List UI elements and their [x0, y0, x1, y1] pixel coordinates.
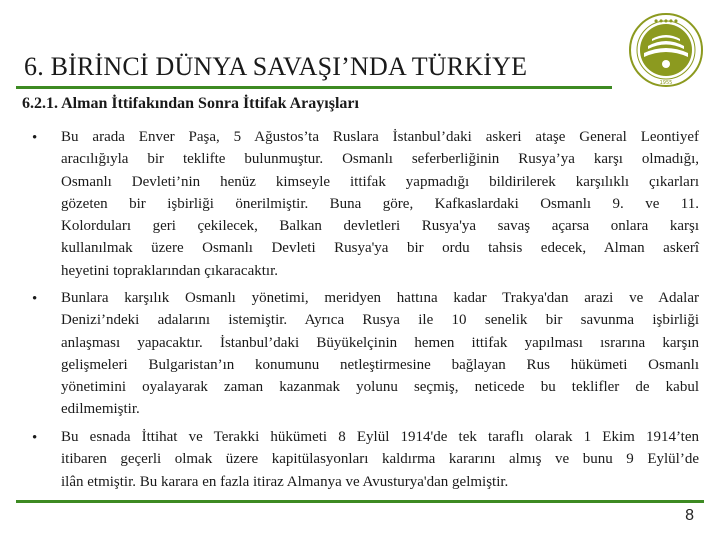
paragraph-line: edilmemiştir.	[61, 401, 140, 418]
title-underline	[16, 86, 612, 89]
paragraph-line: Bu esnada İttihat ve Terakki hükümeti 8 Eylül 1914'de tek taraflı olarak 1 Ekim 1914’ten	[61, 429, 699, 445]
paragraph-line: itibaren geçerli olmak üzere kapitülasyonları kaldırma kararını almış ve bunu 9 Eylül’de	[61, 451, 699, 468]
paragraph-line: Kolorduları geri çekilecek, Balkan devletleri Rusya'ya savaş açarsa onlara karşı	[61, 218, 699, 235]
paragraph-line: aracılığıyla bir teklifte bulunmuştur. Osmanlı seferberliğinin Rusya’ya karşı olmadığı,	[61, 151, 699, 168]
paragraph-line: anlaşması yapacaktır. İstanbul’daki Büyükelçinin hemen ittifak yapılması ısrarına karşın	[61, 334, 699, 351]
svg-text:● ● ● ● ●: ● ● ● ● ●	[654, 18, 678, 23]
paragraph-line: gelişmeleri Bulgaristan’ın konumunu netleştirmesine bağlayan Rus hükümeti Osmanlı	[61, 356, 699, 373]
page-title: 6. BİRİNCİ DÜNYA SAVAŞI’NDA TÜRKİYE	[24, 52, 528, 81]
section-subtitle: 6.2.1. Alman İttifakından Sonra İttifak Arayışları	[22, 95, 359, 112]
bullet-3-marker: •	[32, 430, 38, 446]
bullet-paragraph-2	[61, 287, 699, 421]
paragraph-line: Bu arada Enver Paşa, 5 Ağustos’ta Ruslara İstanbul’daki askeri ataşe General Leontiyef	[61, 129, 699, 145]
page-number: 8	[685, 507, 694, 524]
bullet-2-marker: •	[32, 291, 38, 307]
bullet-paragraph-1	[61, 126, 699, 282]
paragraph-line: Denizi’ndeki adalarını istemiştir. Ayrıca Rusya ile 10 senelik bir savunma işbirliği	[61, 312, 699, 329]
university-seal-logo	[628, 12, 704, 88]
paragraph-line: yönetimini oyalayarak zaman kazanmak yolunu seçmiş, neticede bu teklifler de kabul	[61, 379, 699, 396]
paragraph-line: gözeten bir işbirliği önerilmiştir. Buna göre, Kafkaslardaki Osmanlı 9. ve 11.	[61, 195, 699, 212]
bullet-1-marker: •	[32, 130, 38, 146]
paragraph-line: kullanılmak üzere Osmanlı Devleti Rusya'ya bir ordu tahsis edecek, Alman askerî	[61, 240, 699, 257]
paragraph-line: Osmanlı Devleti’nin henüz kimseyle ittifak yapmadığı bildirilerek karşılıklı çıkarları	[61, 173, 699, 190]
bullet-paragraph-3	[61, 426, 699, 493]
paragraph-line: heyetini topraklarından çıkaracaktır.	[61, 262, 278, 279]
paragraph-line: Bunlara karşılık Osmanlı yönetimi, meridyen hattına kadar Trakya'dan arazi ve Adalar	[61, 290, 699, 306]
footer-rule	[16, 500, 704, 503]
logo-year: 1955	[659, 80, 673, 86]
paragraph-line: ilân etmiştir. Bu karara en fazla itiraz Almanya ve Avusturya'dan gelmiştir.	[61, 473, 509, 490]
